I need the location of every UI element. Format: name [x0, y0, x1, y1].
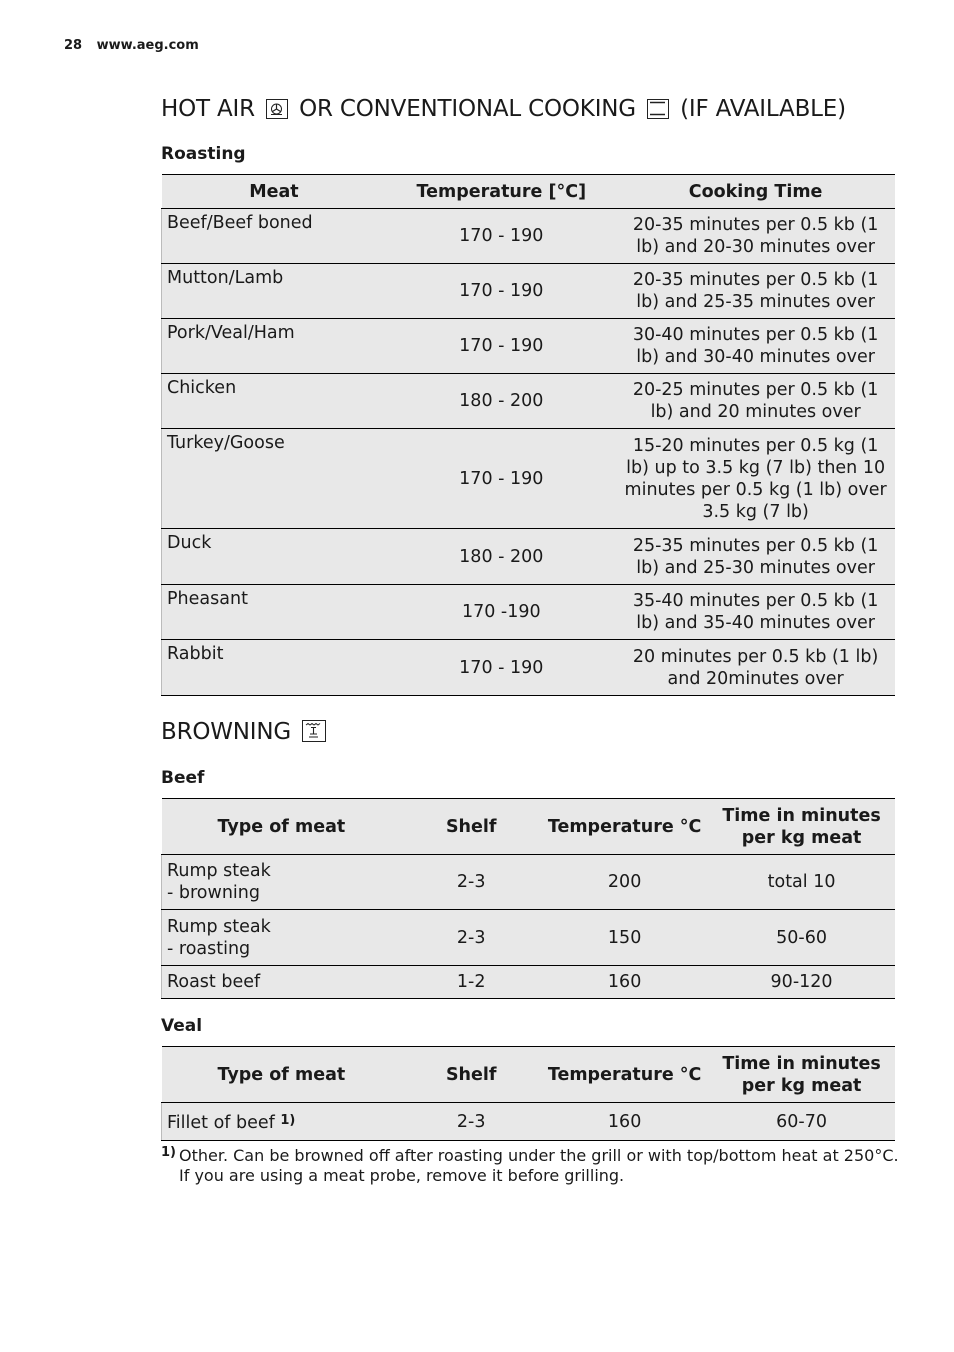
column-header-time: Time in minutes per kg meat	[708, 799, 895, 855]
temperature-cell: 200	[541, 855, 708, 910]
cooking-time-cell: 25-35 minutes per 0.5 kb (1 lb) and 25-30 minutes over	[616, 529, 895, 585]
temperature-cell: 160	[541, 966, 708, 999]
column-header-shelf: Shelf	[401, 799, 541, 855]
meat-cell: Chicken	[162, 374, 387, 429]
shelf-cell: 1-2	[401, 966, 541, 999]
table-row	[162, 585, 896, 640]
title-part-hot-air: HOT AIR	[161, 96, 255, 122]
temperature-cell: 170 - 190	[386, 429, 616, 529]
meat-method: - roasting	[167, 938, 251, 959]
beef-table	[161, 798, 895, 999]
column-header-type-of-meat: Type of meat	[162, 1047, 402, 1103]
beef-subtitle: Beef	[161, 768, 205, 788]
column-header-time: Time in minutes per kg meat	[708, 1047, 895, 1103]
grill-icon	[302, 720, 326, 742]
footnote	[161, 1146, 901, 1186]
shelf-cell: 2-3	[401, 1103, 541, 1141]
meat-cell: Duck	[162, 529, 387, 585]
table-row	[162, 529, 896, 585]
column-header-temperature: Temperature °C	[541, 1047, 708, 1103]
table-row	[162, 966, 896, 999]
table-row	[162, 264, 896, 319]
website-link[interactable]: www.aeg.com	[96, 38, 199, 53]
meat-cell: Mutton/Lamb	[162, 264, 387, 319]
meat-cell: Pheasant	[162, 585, 387, 640]
temperature-cell: 180 - 200	[386, 529, 616, 585]
roasting-subtitle: Roasting	[161, 144, 246, 164]
cooking-time-cell: 20-25 minutes per 0.5 kb (1 lb) and 20 minutes over	[616, 374, 895, 429]
section-title-hot-air	[161, 96, 846, 122]
footnote-mark: 1)	[161, 1145, 176, 1160]
section-title-browning	[161, 719, 330, 745]
meat-name: Rump steak	[167, 916, 271, 937]
fan-icon	[266, 99, 288, 119]
cooking-time-cell: 35-40 minutes per 0.5 kb (1 lb) and 35-40 minutes over	[616, 585, 895, 640]
table-row	[162, 429, 896, 529]
table-row	[162, 1103, 896, 1141]
meat-cell: Turkey/Goose	[162, 429, 387, 529]
temperature-cell: 170 - 190	[386, 264, 616, 319]
meat-cell: Pork/Veal/Ham	[162, 319, 387, 374]
table-row	[162, 374, 896, 429]
table-row	[162, 640, 896, 696]
meat-method: - browning	[167, 883, 260, 903]
cooking-time-cell: 20-35 minutes per 0.5 kb (1 lb) and 25-35 minutes over	[616, 264, 895, 319]
temperature-cell: 180 - 200	[386, 374, 616, 429]
temperature-cell: 170 - 190	[386, 319, 616, 374]
shelf-cell: 2-3	[401, 855, 541, 910]
footnote-text: Other. Can be browned off after roasting under the grill or with top/bottom heat at 250°C. If you are using a meat probe, remove it before grilling.	[179, 1146, 899, 1185]
title-browning: BROWNING	[161, 719, 292, 745]
roasting-table	[161, 174, 895, 696]
table-row	[162, 209, 896, 264]
column-header-temperature: Temperature °C	[541, 799, 708, 855]
meat-cell: Roast beef	[162, 966, 402, 999]
footnote-ref[interactable]: 1)	[280, 1112, 296, 1128]
meat-cell	[162, 855, 402, 910]
cooking-time-cell: 15-20 minutes per 0.5 kg (1 lb) up to 3.5 kg (7 lb) then 10 minutes per 0.5 kg (1 lb) over 3.5 kg (7 lb)	[616, 429, 895, 529]
time-cell: 90-120	[708, 966, 895, 999]
time-cell: total 10	[708, 855, 895, 910]
temperature-cell: 170 - 190	[386, 209, 616, 264]
cooking-time-cell: 20-35 minutes per 0.5 kb (1 lb) and 20-30 minutes over	[616, 209, 895, 264]
table-row	[162, 910, 896, 966]
temperature-cell: 170 -190	[386, 585, 616, 640]
cooking-time-cell: 20 minutes per 0.5 kb (1 lb) and 20minutes over	[616, 640, 895, 696]
shelf-cell: 2-3	[401, 910, 541, 966]
column-header-temperature: Temperature [°C]	[386, 175, 616, 209]
time-cell: 50-60	[708, 910, 895, 966]
conventional-heat-icon	[647, 99, 669, 119]
meat-name: Rump steak	[167, 861, 271, 881]
title-part-conventional: OR CONVENTIONAL COOKING	[299, 96, 636, 122]
column-header-type-of-meat: Type of meat	[162, 799, 402, 855]
meat-cell: Rabbit	[162, 640, 387, 696]
temperature-cell: 150	[541, 910, 708, 966]
column-header-cooking-time: Cooking Time	[616, 175, 895, 209]
page-header	[64, 38, 199, 53]
temperature-cell: 160	[541, 1103, 708, 1141]
time-cell: 60-70	[708, 1103, 895, 1141]
page-number: 28	[64, 38, 83, 53]
meat-cell	[162, 910, 402, 966]
veal-subtitle: Veal	[161, 1016, 203, 1036]
veal-table	[161, 1046, 895, 1141]
table-row	[162, 855, 896, 910]
table-row	[162, 319, 896, 374]
column-header-shelf: Shelf	[401, 1047, 541, 1103]
title-part-if-available: (IF AVAILABLE)	[680, 96, 846, 122]
column-header-meat: Meat	[162, 175, 387, 209]
meat-name: Fillet of beef	[167, 1112, 275, 1133]
cooking-time-cell: 30-40 minutes per 0.5 kb (1 lb) and 30-40 minutes over	[616, 319, 895, 374]
temperature-cell: 170 - 190	[386, 640, 616, 696]
meat-cell	[162, 1103, 402, 1141]
meat-cell: Beef/Beef boned	[162, 209, 387, 264]
